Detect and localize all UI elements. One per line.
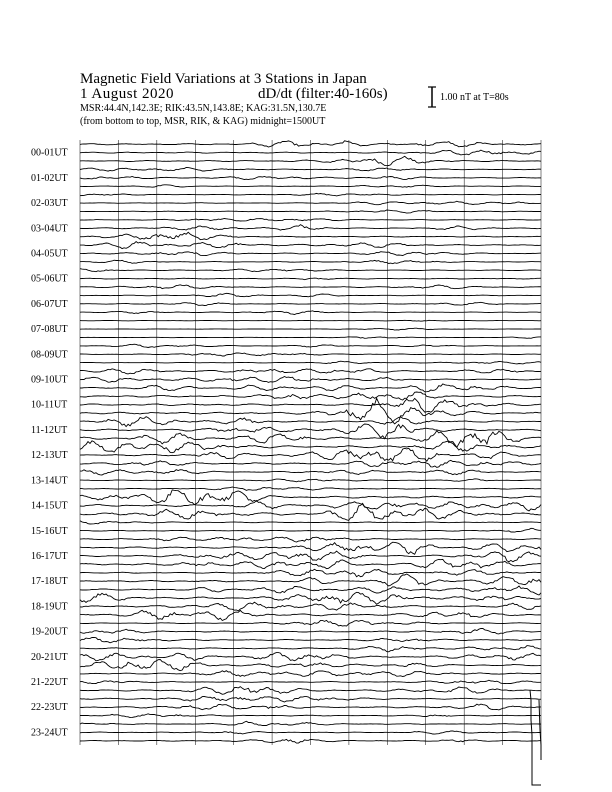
hour-label: 08-09UT — [31, 349, 68, 361]
chart-date: 1 August 2020 — [80, 86, 175, 102]
hour-label: 03-04UT — [31, 223, 68, 235]
hour-labels — [31, 148, 68, 739]
trace-spike — [530, 690, 541, 785]
scale-bar — [428, 87, 436, 107]
hour-label: 22-23UT — [31, 702, 68, 714]
hour-label: 21-22UT — [31, 677, 68, 689]
hour-label: 09-10UT — [31, 374, 68, 386]
hour-label: 20-21UT — [31, 651, 68, 663]
hour-label: 05-06UT — [31, 273, 68, 285]
hour-label: 19-20UT — [31, 626, 68, 638]
hour-label: 07-08UT — [31, 324, 68, 336]
hour-label: 11-12UT — [31, 424, 68, 436]
minute-grid — [80, 140, 541, 745]
hour-label: 13-14UT — [31, 475, 68, 487]
chart-title: Magnetic Field Variations at 3 Stations in Japan — [80, 71, 367, 87]
hour-label: 17-18UT — [31, 576, 68, 588]
station-coordinates: MSR:44.4N,142.3E; RIK:43.5N,143.8E; KAG:31.5N,130.7E — [80, 103, 327, 114]
station-order-note: (from bottom to top, MSR, RIK, & KAG) midnight=1500UT — [80, 116, 326, 127]
hour-label: 01-02UT — [31, 172, 68, 184]
hour-label: 12-13UT — [31, 450, 68, 462]
hour-label: 00-01UT — [31, 147, 68, 159]
hour-label: 15-16UT — [31, 525, 68, 537]
hour-label: 04-05UT — [31, 248, 68, 260]
hour-label: 16-17UT — [31, 550, 68, 562]
hour-label: 14-15UT — [31, 500, 68, 512]
hour-label: 18-19UT — [31, 601, 68, 613]
hour-label: 23-24UT — [31, 727, 68, 739]
scale-label: 1.00 nT at T=80s — [440, 92, 509, 103]
component-filter: dD/dt (filter:40-160s) — [258, 86, 388, 102]
hour-label: 02-03UT — [31, 198, 68, 210]
hour-label: 10-11UT — [31, 399, 68, 411]
hour-label: 06-07UT — [31, 298, 68, 310]
